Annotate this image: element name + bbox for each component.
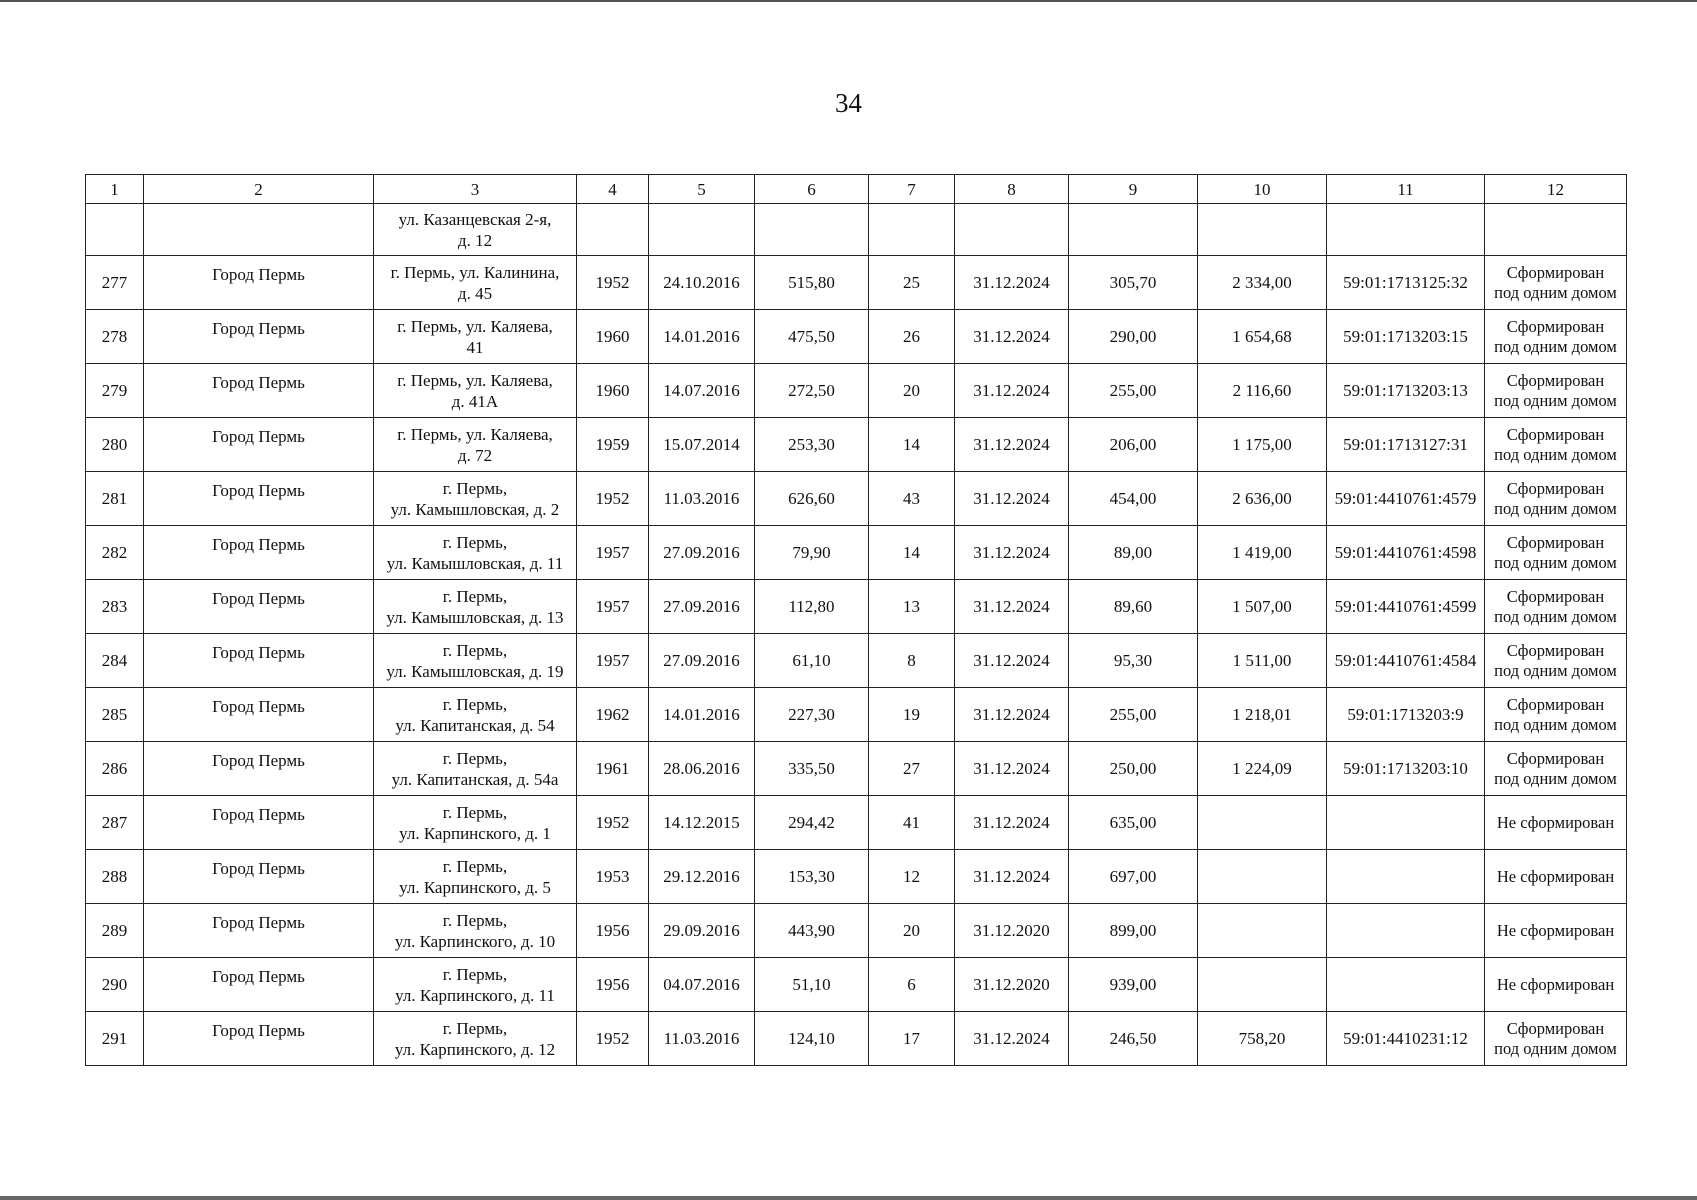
column-10-cell: 758,20 <box>1198 1012 1327 1066</box>
municipality-cell: Город Пермь <box>144 364 374 418</box>
column-number: 4 <box>577 175 649 204</box>
row-number-cell: 291 <box>86 1012 144 1066</box>
municipality-cell: Город Пермь <box>144 580 374 634</box>
year-cell: 1952 <box>577 472 649 526</box>
year-cell: 1959 <box>577 418 649 472</box>
year-cell: 1953 <box>577 850 649 904</box>
column-number: 7 <box>869 175 955 204</box>
table-row <box>86 904 1627 958</box>
column-9-cell: 899,00 <box>1069 904 1198 958</box>
table-row <box>86 1012 1627 1066</box>
table-row <box>86 418 1627 472</box>
residents-cell: 17 <box>869 1012 955 1066</box>
column-10-cell: 1 218,01 <box>1198 688 1327 742</box>
deadline-cell: 31.12.2024 <box>955 796 1069 850</box>
year-cell: 1956 <box>577 904 649 958</box>
deadline-cell: 31.12.2024 <box>955 418 1069 472</box>
land-plot-status-line: Сформирован <box>1506 478 1605 498</box>
municipality-cell: Город Пермь <box>144 310 374 364</box>
residents-cell: 43 <box>869 472 955 526</box>
municipality-cell <box>144 204 374 256</box>
table-row <box>86 580 1627 634</box>
year-cell: 1956 <box>577 958 649 1012</box>
date-cell: 29.09.2016 <box>649 904 755 958</box>
land-plot-status-cell <box>1485 688 1627 742</box>
address-line: ул. Камышловская, д. 11 <box>386 553 564 573</box>
date-cell: 24.10.2016 <box>649 256 755 310</box>
column-number: 10 <box>1198 175 1327 204</box>
residents-cell: 25 <box>869 256 955 310</box>
residents-cell: 20 <box>869 904 955 958</box>
land-plot-status-line: под одним домом <box>1494 714 1617 734</box>
land-plot-status-cell <box>1485 850 1627 904</box>
land-plot-status-line: Сформирован <box>1506 424 1605 444</box>
date-cell: 27.09.2016 <box>649 634 755 688</box>
column-10-cell: 1 419,00 <box>1198 526 1327 580</box>
land-plot-status-line: Не сформирован <box>1496 866 1615 886</box>
row-number-cell: 278 <box>86 310 144 364</box>
area-cell: 515,80 <box>755 256 869 310</box>
row-number-cell: 289 <box>86 904 144 958</box>
address-line: г. Пермь, <box>442 1018 508 1038</box>
table-row <box>86 256 1627 310</box>
area-cell: 79,90 <box>755 526 869 580</box>
date-cell <box>649 204 755 256</box>
municipality-cell: Город Пермь <box>144 256 374 310</box>
row-number-cell: 288 <box>86 850 144 904</box>
land-plot-status-line: Не сформирован <box>1496 920 1615 940</box>
date-cell: 27.09.2016 <box>649 526 755 580</box>
address-line: г. Пермь, <box>442 748 508 768</box>
column-10-cell: 1 224,09 <box>1198 742 1327 796</box>
date-cell: 14.01.2016 <box>649 310 755 364</box>
column-number: 11 <box>1327 175 1485 204</box>
address-line: ул. Капитанская, д. 54а <box>391 769 559 789</box>
date-cell: 11.03.2016 <box>649 1012 755 1066</box>
address-line: г. Пермь, ул. Каляева, <box>397 316 553 336</box>
column-10-cell <box>1198 204 1327 256</box>
area-cell <box>755 204 869 256</box>
column-number-row <box>86 175 1627 204</box>
municipality-cell: Город Пермь <box>144 418 374 472</box>
area-cell: 61,10 <box>755 634 869 688</box>
land-plot-status-cell <box>1485 364 1627 418</box>
date-cell: 27.09.2016 <box>649 580 755 634</box>
deadline-cell: 31.12.2024 <box>955 742 1069 796</box>
column-9-cell: 305,70 <box>1069 256 1198 310</box>
cadastral-number-cell: 59:01:4410761:4579 <box>1327 472 1485 526</box>
address-line: ул. Камышловская, д. 2 <box>390 499 560 519</box>
land-plot-status-cell <box>1485 904 1627 958</box>
residents-cell: 12 <box>869 850 955 904</box>
column-number: 5 <box>649 175 755 204</box>
year-cell: 1961 <box>577 742 649 796</box>
cadastral-number-cell <box>1327 204 1485 256</box>
year-cell: 1960 <box>577 364 649 418</box>
residents-cell: 6 <box>869 958 955 1012</box>
column-9-cell: 89,00 <box>1069 526 1198 580</box>
address-line: г. Пермь, ул. Каляева, <box>397 370 553 390</box>
deadline-cell: 31.12.2024 <box>955 310 1069 364</box>
column-10-cell <box>1198 850 1327 904</box>
cadastral-number-cell: 59:01:1713125:32 <box>1327 256 1485 310</box>
address-line: г. Пермь, <box>442 802 508 822</box>
land-plot-status-line: Не сформирован <box>1496 812 1615 832</box>
deadline-cell: 31.12.2020 <box>955 904 1069 958</box>
table-row <box>86 742 1627 796</box>
column-number: 2 <box>144 175 374 204</box>
municipality-cell: Город Пермь <box>144 1012 374 1066</box>
address-cell <box>374 364 577 418</box>
year-cell: 1962 <box>577 688 649 742</box>
column-9-cell: 290,00 <box>1069 310 1198 364</box>
column-number: 1 <box>86 175 144 204</box>
row-number-cell: 282 <box>86 526 144 580</box>
address-line: г. Пермь, <box>442 910 508 930</box>
cadastral-number-cell: 59:01:1713203:9 <box>1327 688 1485 742</box>
land-plot-status-line: под одним домом <box>1494 498 1617 518</box>
deadline-cell: 31.12.2024 <box>955 472 1069 526</box>
address-line: д. 12 <box>457 230 493 250</box>
row-number-cell: 285 <box>86 688 144 742</box>
table-row <box>86 688 1627 742</box>
deadline-cell: 31.12.2020 <box>955 958 1069 1012</box>
row-number-cell: 284 <box>86 634 144 688</box>
land-plot-status-cell <box>1485 418 1627 472</box>
deadline-cell <box>955 204 1069 256</box>
land-plot-status-cell <box>1485 958 1627 1012</box>
row-number-cell: 280 <box>86 418 144 472</box>
date-cell: 14.01.2016 <box>649 688 755 742</box>
area-cell: 51,10 <box>755 958 869 1012</box>
cadastral-number-cell: 59:01:4410761:4599 <box>1327 580 1485 634</box>
municipality-cell: Город Пермь <box>144 526 374 580</box>
address-cell <box>374 472 577 526</box>
municipality-cell: Город Пермь <box>144 796 374 850</box>
land-plot-status-cell <box>1485 742 1627 796</box>
address-cell <box>374 742 577 796</box>
residents-cell <box>869 204 955 256</box>
address-line: ул. Карпинского, д. 11 <box>395 985 555 1005</box>
address-line: г. Пермь, <box>442 586 508 606</box>
cadastral-number-cell <box>1327 796 1485 850</box>
address-cell <box>374 256 577 310</box>
municipality-cell: Город Пермь <box>144 688 374 742</box>
column-9-cell: 246,50 <box>1069 1012 1198 1066</box>
area-cell: 253,30 <box>755 418 869 472</box>
land-plot-status-line: под одним домом <box>1494 606 1617 626</box>
date-cell: 14.07.2016 <box>649 364 755 418</box>
land-plot-status-cell <box>1485 256 1627 310</box>
address-line: г. Пермь, <box>442 694 508 714</box>
address-cell <box>374 204 577 256</box>
area-cell: 335,50 <box>755 742 869 796</box>
residents-cell: 14 <box>869 418 955 472</box>
land-plot-status-line: под одним домом <box>1494 552 1617 572</box>
land-plot-status-cell <box>1485 796 1627 850</box>
deadline-cell: 31.12.2024 <box>955 256 1069 310</box>
cadastral-number-cell <box>1327 850 1485 904</box>
column-9-cell: 250,00 <box>1069 742 1198 796</box>
land-plot-status-cell <box>1485 472 1627 526</box>
area-cell: 153,30 <box>755 850 869 904</box>
table-row <box>86 472 1627 526</box>
address-line: г. Пермь, <box>442 964 508 984</box>
land-plot-status-cell <box>1485 580 1627 634</box>
date-cell: 28.06.2016 <box>649 742 755 796</box>
year-cell: 1957 <box>577 634 649 688</box>
address-cell <box>374 580 577 634</box>
deadline-cell: 31.12.2024 <box>955 364 1069 418</box>
deadline-cell: 31.12.2024 <box>955 634 1069 688</box>
year-cell: 1952 <box>577 796 649 850</box>
year-cell: 1957 <box>577 580 649 634</box>
page-number: 34 <box>835 88 862 118</box>
year-cell: 1957 <box>577 526 649 580</box>
land-plot-status-line: Сформирован <box>1506 586 1605 606</box>
row-number-cell: 277 <box>86 256 144 310</box>
column-10-cell: 1 175,00 <box>1198 418 1327 472</box>
land-plot-status-line: под одним домом <box>1494 660 1617 680</box>
deadline-cell: 31.12.2024 <box>955 1012 1069 1066</box>
column-9-cell <box>1069 204 1198 256</box>
column-number: 9 <box>1069 175 1198 204</box>
area-cell: 272,50 <box>755 364 869 418</box>
land-plot-status-line: под одним домом <box>1494 768 1617 788</box>
cadastral-number-cell <box>1327 958 1485 1012</box>
residents-cell: 27 <box>869 742 955 796</box>
address-line: ул. Карпинского, д. 1 <box>399 823 551 843</box>
column-number: 8 <box>955 175 1069 204</box>
column-9-cell: 95,30 <box>1069 634 1198 688</box>
address-line: г. Пермь, ул. Каляева, <box>397 424 553 444</box>
land-plot-status-cell <box>1485 1012 1627 1066</box>
row-number-cell: 290 <box>86 958 144 1012</box>
land-plot-status-line: под одним домом <box>1494 336 1617 356</box>
column-9-cell: 454,00 <box>1069 472 1198 526</box>
address-line: 41 <box>466 337 484 357</box>
column-10-cell <box>1198 796 1327 850</box>
cadastral-number-cell: 59:01:4410761:4584 <box>1327 634 1485 688</box>
address-cell <box>374 796 577 850</box>
column-9-cell: 697,00 <box>1069 850 1198 904</box>
residents-cell: 19 <box>869 688 955 742</box>
address-line: ул. Капитанская, д. 54 <box>395 715 555 735</box>
land-plot-status-line: Сформирован <box>1506 532 1605 552</box>
row-number-cell: 287 <box>86 796 144 850</box>
land-plot-status-line: Сформирован <box>1506 1018 1605 1038</box>
column-10-cell: 1 654,68 <box>1198 310 1327 364</box>
address-cell <box>374 310 577 364</box>
land-plot-status-line: под одним домом <box>1494 390 1617 410</box>
residents-cell: 41 <box>869 796 955 850</box>
column-9-cell: 635,00 <box>1069 796 1198 850</box>
cadastral-number-cell: 59:01:4410761:4598 <box>1327 526 1485 580</box>
area-cell: 227,30 <box>755 688 869 742</box>
land-plot-status-line: под одним домом <box>1494 1038 1617 1058</box>
address-cell <box>374 526 577 580</box>
land-plot-status-line: Сформирован <box>1506 640 1605 660</box>
column-9-cell: 255,00 <box>1069 688 1198 742</box>
row-number-cell: 279 <box>86 364 144 418</box>
year-cell <box>577 204 649 256</box>
address-line: г. Пермь, <box>442 640 508 660</box>
deadline-cell: 31.12.2024 <box>955 688 1069 742</box>
year-cell: 1952 <box>577 256 649 310</box>
address-cell <box>374 634 577 688</box>
area-cell: 475,50 <box>755 310 869 364</box>
residents-cell: 20 <box>869 364 955 418</box>
residents-cell: 13 <box>869 580 955 634</box>
cadastral-number-cell: 59:01:4410231:12 <box>1327 1012 1485 1066</box>
scan-edge-bottom <box>0 1196 1697 1200</box>
column-10-cell: 2 116,60 <box>1198 364 1327 418</box>
municipality-cell: Город Пермь <box>144 634 374 688</box>
residents-cell: 14 <box>869 526 955 580</box>
table-row <box>86 310 1627 364</box>
cadastral-number-cell: 59:01:1713203:15 <box>1327 310 1485 364</box>
table-row <box>86 526 1627 580</box>
cadastral-number-cell: 59:01:1713203:10 <box>1327 742 1485 796</box>
municipality-cell: Город Пермь <box>144 742 374 796</box>
address-line: ул. Карпинского, д. 12 <box>394 1039 556 1059</box>
table-row <box>86 204 1627 256</box>
cadastral-number-cell <box>1327 904 1485 958</box>
column-10-cell <box>1198 904 1327 958</box>
land-plot-status-line: Сформирован <box>1506 694 1605 714</box>
address-line: ул. Карпинского, д. 10 <box>394 931 556 951</box>
address-line: г. Пермь, <box>442 478 508 498</box>
area-cell: 294,42 <box>755 796 869 850</box>
column-number: 12 <box>1485 175 1627 204</box>
area-cell: 626,60 <box>755 472 869 526</box>
table-row <box>86 850 1627 904</box>
area-cell: 124,10 <box>755 1012 869 1066</box>
scan-edge-top <box>0 0 1697 2</box>
column-10-cell: 2 636,00 <box>1198 472 1327 526</box>
row-number-cell: 283 <box>86 580 144 634</box>
address-cell <box>374 688 577 742</box>
date-cell: 15.07.2014 <box>649 418 755 472</box>
deadline-cell: 31.12.2024 <box>955 580 1069 634</box>
column-10-cell: 1 511,00 <box>1198 634 1327 688</box>
date-cell: 11.03.2016 <box>649 472 755 526</box>
address-cell <box>374 1012 577 1066</box>
land-plot-status-cell <box>1485 204 1627 256</box>
table-row <box>86 634 1627 688</box>
land-plot-status-line: Не сформирован <box>1496 974 1615 994</box>
row-number-cell: 281 <box>86 472 144 526</box>
municipality-cell: Город Пермь <box>144 904 374 958</box>
address-cell <box>374 958 577 1012</box>
cadastral-number-cell: 59:01:1713203:13 <box>1327 364 1485 418</box>
row-number-cell <box>86 204 144 256</box>
land-plot-status-cell <box>1485 526 1627 580</box>
year-cell: 1960 <box>577 310 649 364</box>
deadline-cell: 31.12.2024 <box>955 850 1069 904</box>
land-plot-status-line: Сформирован <box>1506 262 1605 282</box>
municipality-cell: Город Пермь <box>144 472 374 526</box>
address-line: д. 72 <box>457 445 493 465</box>
address-line: г. Пермь, <box>442 856 508 876</box>
area-cell: 443,90 <box>755 904 869 958</box>
land-plot-status-line: под одним домом <box>1494 444 1617 464</box>
municipality-cell: Город Пермь <box>144 958 374 1012</box>
address-line: г. Пермь, <box>442 532 508 552</box>
address-line: ул. Камышловская, д. 13 <box>386 607 564 627</box>
land-plot-status-cell <box>1485 310 1627 364</box>
column-9-cell: 939,00 <box>1069 958 1198 1012</box>
table-row <box>86 364 1627 418</box>
residents-cell: 26 <box>869 310 955 364</box>
address-line: ул. Казанцевская 2-я, <box>398 209 552 229</box>
column-10-cell: 2 334,00 <box>1198 256 1327 310</box>
year-cell: 1952 <box>577 1012 649 1066</box>
address-line: г. Пермь, ул. Калинина, <box>390 262 560 282</box>
date-cell: 29.12.2016 <box>649 850 755 904</box>
land-plot-status-line: Сформирован <box>1506 748 1605 768</box>
land-plot-status-line: Сформирован <box>1506 316 1605 336</box>
deadline-cell: 31.12.2024 <box>955 526 1069 580</box>
address-line: д. 45 <box>457 283 493 303</box>
column-number: 6 <box>755 175 869 204</box>
date-cell: 14.12.2015 <box>649 796 755 850</box>
residents-cell: 8 <box>869 634 955 688</box>
address-line: ул. Карпинского, д. 5 <box>399 877 551 897</box>
area-cell: 112,80 <box>755 580 869 634</box>
address-line: д. 41А <box>451 391 499 411</box>
column-9-cell: 89,60 <box>1069 580 1198 634</box>
cadastral-number-cell: 59:01:1713127:31 <box>1327 418 1485 472</box>
column-9-cell: 206,00 <box>1069 418 1198 472</box>
column-10-cell: 1 507,00 <box>1198 580 1327 634</box>
housing-table <box>85 174 1627 1066</box>
table-row <box>86 958 1627 1012</box>
column-number: 3 <box>374 175 577 204</box>
address-cell <box>374 904 577 958</box>
address-cell <box>374 850 577 904</box>
municipality-cell: Город Пермь <box>144 850 374 904</box>
date-cell: 04.07.2016 <box>649 958 755 1012</box>
land-plot-status-line: Сформирован <box>1506 370 1605 390</box>
column-10-cell <box>1198 958 1327 1012</box>
address-cell <box>374 418 577 472</box>
table-row <box>86 796 1627 850</box>
column-9-cell: 255,00 <box>1069 364 1198 418</box>
land-plot-status-cell <box>1485 634 1627 688</box>
land-plot-status-line: под одним домом <box>1494 282 1617 302</box>
row-number-cell: 286 <box>86 742 144 796</box>
address-line: ул. Камышловская, д. 19 <box>386 661 564 681</box>
